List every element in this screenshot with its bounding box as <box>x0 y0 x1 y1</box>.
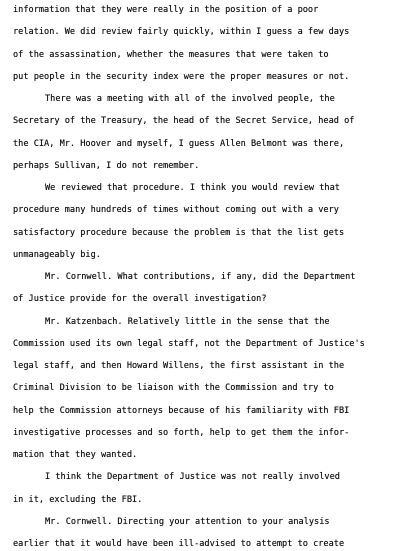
text-line: Mr. Cornwell. What contributions, if any, did the Department <box>45 272 356 282</box>
text-line: help the Commission attorneys because of his familiarity with FBI <box>13 406 350 416</box>
text-line: mation that they wanted. <box>13 450 138 460</box>
text-line: relation. We did review fairly quickly, within I guess a few days <box>13 27 350 37</box>
text-line: perhaps Sullivan, I do not remember. <box>13 161 200 171</box>
text-line: earlier that it would have been ill-advised to attempt to create <box>13 539 345 549</box>
text-line: in it, excluding the FBI. <box>13 495 143 505</box>
text-line: I think the Department of Justice was not really involved <box>45 472 340 482</box>
text-line: unmanageably big. <box>13 250 101 260</box>
text-line: procedure many hundreds of times without coming out with a very <box>13 205 339 215</box>
text-line: Mr. Katzenbach. Relatively little in the sense that the <box>45 317 330 327</box>
text-line: There was a meeting with all of the involved people, the <box>45 94 335 104</box>
text-line: Commission used its own legal staff, not the Department of Justice's <box>13 339 365 349</box>
text-line: information that they were really in the position of a poor <box>13 5 319 15</box>
text-line: Mr. Cornwell. Directing your attention to your analysis <box>45 517 330 527</box>
text-line: Secretary of the Treasury, the head of the Secret Service, head of <box>13 116 355 126</box>
text-line: of Justice provide for the overall investigation? <box>13 294 267 304</box>
text-line: investigative processes and so forth, help to get them the infor- <box>13 428 350 438</box>
text-line: legal staff, and then Howard Willens, the first assistant in the <box>13 361 345 371</box>
text-line: We reviewed that procedure. I think you would review that <box>45 183 340 193</box>
text-line: of the assassination, whether the measures that were taken to <box>13 50 329 60</box>
text-line: the CIA, Mr. Hoover and myself, I guess Allen Belmont was there, <box>13 139 345 149</box>
text-line: satisfactory procedure because the problem is that the list gets <box>13 228 345 238</box>
text-line: Criminal Division to be liaison with the Commission and try to <box>13 383 334 393</box>
text-line: put people in the security index were the proper measures or not. <box>13 72 350 82</box>
